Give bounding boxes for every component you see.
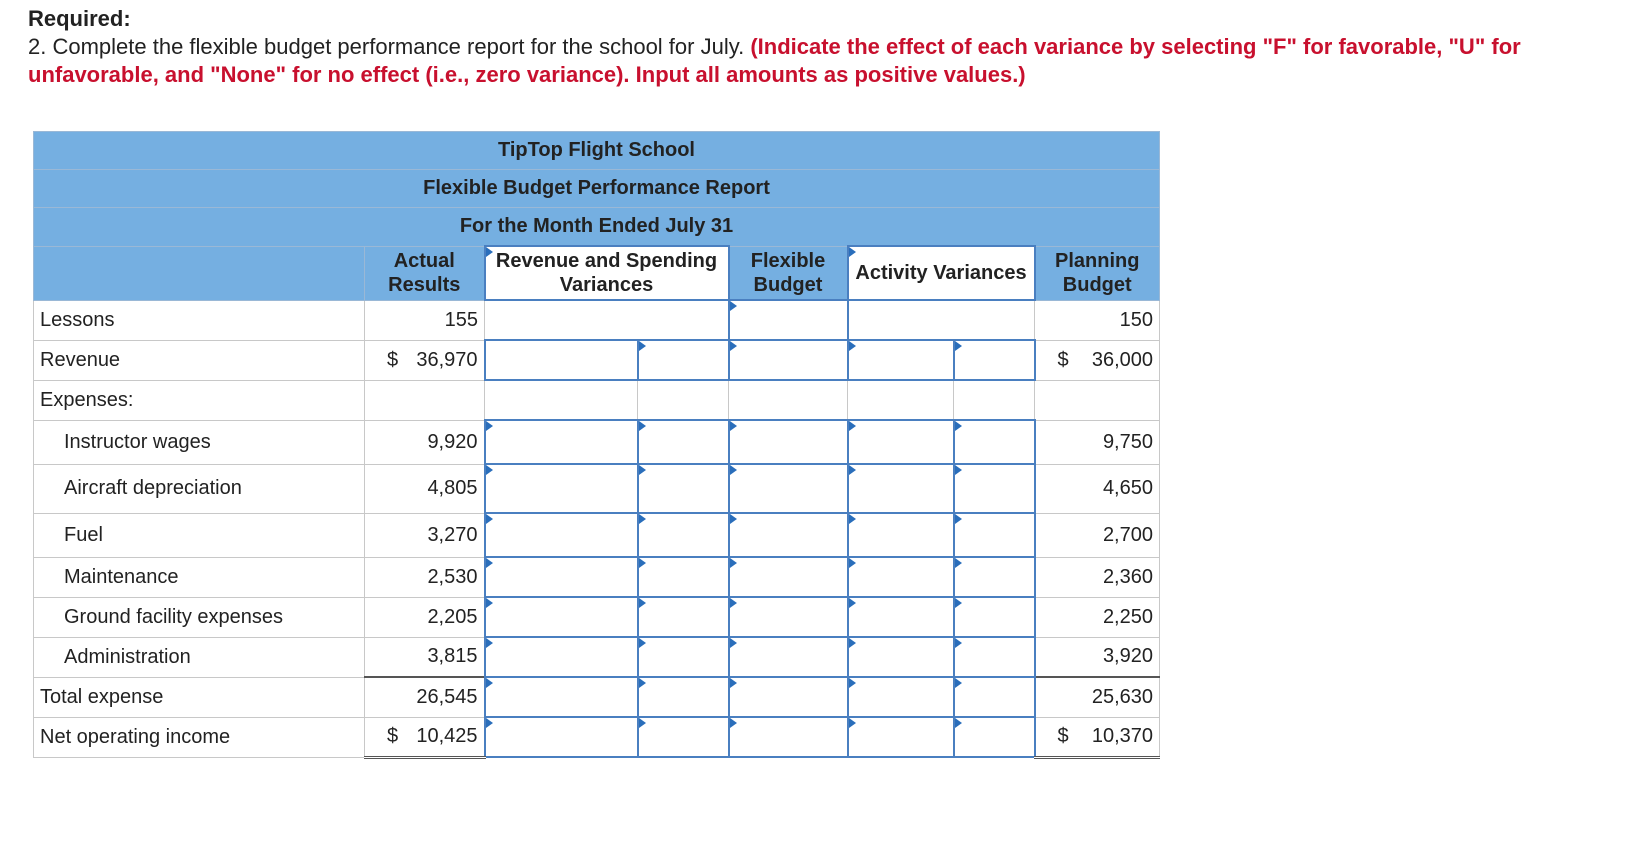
planning-value	[1035, 717, 1160, 757]
actual-value: 2,205	[365, 597, 485, 637]
report-company: TipTop Flight School	[34, 132, 1160, 170]
planning-value	[1035, 340, 1160, 380]
rev-spend-amount-input[interactable]	[485, 464, 638, 513]
rev-spend-effect-select[interactable]	[638, 340, 729, 380]
activity-effect-select[interactable]	[954, 340, 1035, 380]
cell-blank	[729, 380, 848, 420]
rev-spend-effect-select[interactable]	[638, 557, 729, 597]
row-expenses-heading	[34, 380, 1160, 420]
row-administration	[34, 637, 1160, 677]
rev-spend-amount-input[interactable]	[485, 340, 638, 380]
activity-amount-input[interactable]	[848, 464, 954, 513]
row-total-expense	[34, 677, 1160, 717]
actual-value: 26,545	[365, 677, 485, 717]
col-actual-results: Actual Results	[365, 246, 485, 300]
planning-value: 2,700	[1035, 513, 1160, 557]
row-revenue	[34, 340, 1160, 380]
rev-spend-blank	[485, 300, 729, 340]
row-label: Lessons	[34, 300, 365, 340]
rev-spend-amount-input[interactable]	[485, 597, 638, 637]
col-flexible-budget: Flexible Budget	[729, 246, 848, 300]
amount: 36,000	[1091, 348, 1153, 371]
cell-blank	[954, 380, 1035, 420]
dollar-sign: $	[1057, 348, 1069, 371]
performance-report-table	[33, 131, 1160, 759]
activity-effect-select[interactable]	[954, 677, 1035, 717]
flexible-input[interactable]	[729, 464, 848, 513]
actual-value	[365, 340, 485, 380]
row-ground-facility	[34, 597, 1160, 637]
planning-value: 3,920	[1035, 637, 1160, 677]
row-label: Total expense	[34, 677, 365, 717]
report-title: Flexible Budget Performance Report	[34, 170, 1160, 208]
activity-amount-input[interactable]	[848, 340, 954, 380]
amount: 10,370	[1091, 725, 1153, 747]
row-maintenance	[34, 557, 1160, 597]
row-label: Ground facility expenses	[34, 597, 365, 637]
cell-blank	[638, 380, 729, 420]
rev-spend-effect-select[interactable]	[638, 717, 729, 757]
cell-blank	[1035, 380, 1160, 420]
instruction-emphasis: (Indicate the effect of each variance by selecting "F" for favorable, "U" for unfavorable, and "None" for no effect (i.e., zero variance). Input all amounts as positive values.)	[28, 34, 1521, 87]
rev-spend-effect-select[interactable]	[638, 677, 729, 717]
activity-effect-select[interactable]	[954, 420, 1035, 464]
rev-spend-amount-input[interactable]	[485, 513, 638, 557]
actual-value: 3,270	[365, 513, 485, 557]
rev-spend-amount-input[interactable]	[485, 717, 638, 757]
row-instructor-wages	[34, 420, 1160, 464]
flexible-input[interactable]	[729, 340, 848, 380]
actual-value: 3,815	[365, 637, 485, 677]
header-blank	[34, 246, 365, 300]
activity-amount-input[interactable]	[848, 637, 954, 677]
actual-value: 4,805	[365, 464, 485, 513]
activity-amount-input[interactable]	[848, 557, 954, 597]
planning-value: 2,250	[1035, 597, 1160, 637]
activity-effect-select[interactable]	[954, 557, 1035, 597]
col-activity-variances[interactable]: Activity Variances	[848, 246, 1035, 300]
row-label: Maintenance	[34, 557, 365, 597]
actual-value: 9,920	[365, 420, 485, 464]
activity-amount-input[interactable]	[848, 717, 954, 757]
flexible-input[interactable]	[729, 677, 848, 717]
planning-value: 9,750	[1035, 420, 1160, 464]
rev-spend-amount-input[interactable]	[485, 637, 638, 677]
rev-spend-amount-input[interactable]	[485, 420, 638, 464]
activity-amount-input[interactable]	[848, 420, 954, 464]
rev-spend-amount-input[interactable]	[485, 557, 638, 597]
actual-value	[365, 717, 485, 757]
row-aircraft-depreciation	[34, 464, 1160, 513]
row-label: Aircraft depreciation	[34, 464, 365, 513]
flexible-input[interactable]	[729, 637, 848, 677]
activity-amount-input[interactable]	[848, 677, 954, 717]
activity-amount-input[interactable]	[848, 513, 954, 557]
activity-effect-select[interactable]	[954, 513, 1035, 557]
cell-blank	[485, 380, 638, 420]
actual-value: 2,530	[365, 557, 485, 597]
report-period: For the Month Ended July 31	[34, 208, 1160, 247]
row-label: Fuel	[34, 513, 365, 557]
instruction-text	[28, 33, 1588, 89]
dollar-sign: $	[1057, 725, 1069, 747]
row-label: Revenue	[34, 340, 365, 380]
col-revenue-spending-variances[interactable]: Revenue and Spending Variances	[485, 246, 729, 300]
amount: 36,970	[416, 348, 478, 371]
rev-spend-effect-select[interactable]	[638, 513, 729, 557]
dollar-sign: $	[387, 348, 399, 371]
row-label: Administration	[34, 637, 365, 677]
activity-effect-select[interactable]	[954, 637, 1035, 677]
row-lessons	[34, 300, 1160, 340]
actual-value: 155	[365, 300, 485, 340]
planning-value: 4,650	[1035, 464, 1160, 513]
activity-effect-select[interactable]	[954, 464, 1035, 513]
activity-effect-select[interactable]	[954, 597, 1035, 637]
planning-value: 150	[1035, 300, 1160, 340]
amount: 10,425	[416, 725, 478, 747]
col-planning-budget: Planning Budget	[1035, 246, 1160, 300]
row-net-operating-income	[34, 717, 1160, 757]
dollar-sign: $	[387, 725, 399, 747]
cell-blank	[365, 380, 485, 420]
row-label: Net operating income	[34, 717, 365, 757]
required-heading: Required:	[28, 6, 131, 31]
rev-spend-amount-input[interactable]	[485, 677, 638, 717]
flexible-input[interactable]	[729, 557, 848, 597]
flexible-input[interactable]	[729, 513, 848, 557]
flexible-input[interactable]	[729, 300, 848, 340]
flexible-input[interactable]	[729, 597, 848, 637]
activity-amount-input[interactable]	[848, 597, 954, 637]
row-label: Expenses:	[34, 380, 365, 420]
row-fuel	[34, 513, 1160, 557]
activity-effect-select[interactable]	[954, 717, 1035, 757]
planning-value: 25,630	[1035, 677, 1160, 717]
rev-spend-effect-select[interactable]	[638, 420, 729, 464]
instruction-main: 2. Complete the flexible budget performance report for the school for July.	[28, 34, 745, 59]
planning-value: 2,360	[1035, 557, 1160, 597]
activity-blank	[848, 300, 1035, 340]
flexible-input[interactable]	[729, 420, 848, 464]
row-label: Instructor wages	[34, 420, 365, 464]
flexible-input[interactable]	[729, 717, 848, 757]
cell-blank	[848, 380, 954, 420]
rev-spend-effect-select[interactable]	[638, 597, 729, 637]
rev-spend-effect-select[interactable]	[638, 464, 729, 513]
rev-spend-effect-select[interactable]	[638, 637, 729, 677]
